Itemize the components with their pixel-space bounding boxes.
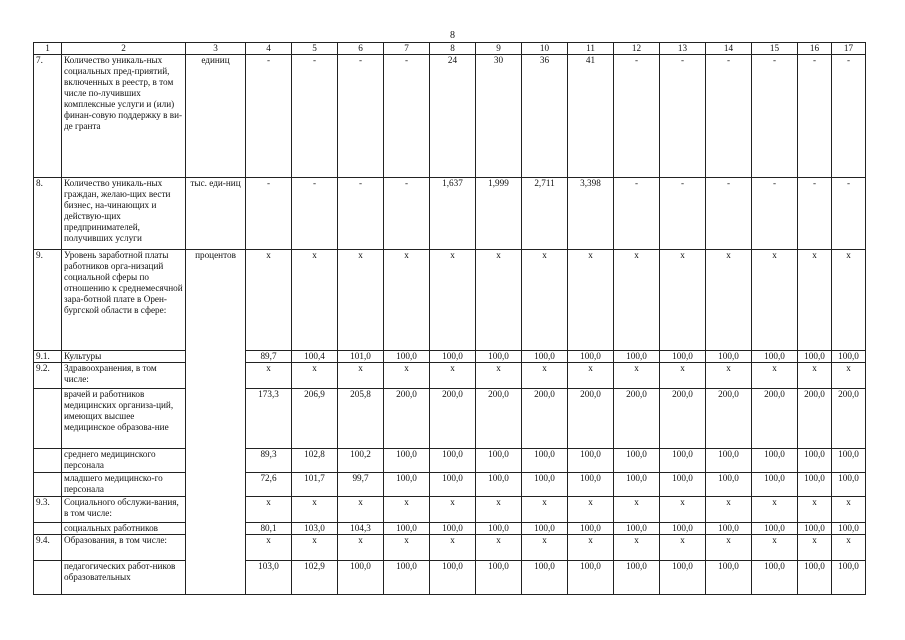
value-cell: x [246,497,292,523]
value-cell: 100,0 [568,561,614,595]
value-cell: 100,0 [430,523,476,535]
value-cell: x [660,250,706,351]
table-row [34,389,866,449]
value-cell: 100,0 [384,449,430,473]
table-row [34,561,866,595]
indicator-name: Образования, в том числе: [62,535,186,561]
unit-cell: единиц [186,55,246,178]
row-index: 9. [34,250,62,351]
value-cell: 89,7 [246,351,292,363]
value-cell: 200,0 [476,389,522,449]
row-index: 9.4. [34,535,62,561]
value-cell: x [832,535,866,561]
value-cell: x [752,497,798,523]
indicator-name: младшего медицинско-го персонала [62,473,186,497]
value-cell: 200,0 [706,389,752,449]
value-cell: 100,0 [476,351,522,363]
value-cell: 200,0 [384,389,430,449]
value-cell: - [614,178,660,250]
value-cell: 3,398 [568,178,614,250]
value-cell: - [706,178,752,250]
value-cell: x [338,497,384,523]
value-cell: x [292,250,338,351]
header-cell: 9 [476,43,522,55]
unit-cell: тыс. еди-ниц [186,178,246,250]
value-cell: 100,0 [706,523,752,535]
value-cell: 100,0 [430,473,476,497]
value-cell: 100,0 [706,351,752,363]
value-cell: 24 [430,55,476,178]
value-cell: - [752,178,798,250]
value-cell: x [832,497,866,523]
header-cell: 1 [34,43,62,55]
value-cell: - [832,55,866,178]
value-cell: x [246,535,292,561]
value-cell: 100,0 [522,473,568,497]
row-index [34,523,62,535]
value-cell: 200,0 [832,389,866,449]
value-cell: - [798,55,832,178]
header-cell: 5 [292,43,338,55]
value-cell: 100,0 [522,561,568,595]
header-cell: 6 [338,43,384,55]
value-cell: x [752,535,798,561]
value-cell: x [798,497,832,523]
value-cell: 100,0 [522,351,568,363]
value-cell: 200,0 [752,389,798,449]
value-cell: x [430,497,476,523]
value-cell: x [384,535,430,561]
value-cell: x [246,363,292,389]
header-cell: 3 [186,43,246,55]
value-cell: x [292,497,338,523]
indicator-name: Уровень заработной платы работников орга-низаций социальной сферы по отношению к среднемесячной зара-ботной плате в Орен-бургской области в сфере: [62,250,186,351]
value-cell: x [338,250,384,351]
header-cell: 8 [430,43,476,55]
indicator-name: Количество уникаль-ных социальных пред-приятий, включенных в реестр, в том числе по-лучивших комплексные услуги и (или) финан-совую поддержку в ви-де гранта [62,55,186,178]
table-row [34,178,866,250]
row-index: 9.1. [34,351,62,363]
value-cell: x [798,535,832,561]
header-cell: 17 [832,43,866,55]
table-row [34,523,866,535]
value-cell: 200,0 [568,389,614,449]
value-cell: 100,0 [660,523,706,535]
value-cell: x [752,363,798,389]
value-cell: 36 [522,55,568,178]
value-cell: 100,0 [798,523,832,535]
value-cell: 100,0 [338,561,384,595]
value-cell: x [246,250,292,351]
value-cell: - [246,178,292,250]
value-cell: x [568,497,614,523]
value-cell: x [798,363,832,389]
header-cell: 14 [706,43,752,55]
indicator-name: Социального обслужи-вания, в том числе: [62,497,186,523]
value-cell: 100,0 [752,561,798,595]
value-cell: 100,0 [430,449,476,473]
value-cell: 101,0 [338,351,384,363]
value-cell: 100,0 [522,449,568,473]
value-cell: 100,0 [706,449,752,473]
value-cell: - [292,178,338,250]
value-cell: - [798,178,832,250]
value-cell: x [430,535,476,561]
value-cell: 1,637 [430,178,476,250]
value-cell: 102,8 [292,449,338,473]
indicators-table [33,42,866,595]
value-cell: 200,0 [522,389,568,449]
value-cell: x [706,363,752,389]
value-cell: - [338,178,384,250]
value-cell: 100,0 [752,473,798,497]
value-cell: 100,0 [832,523,866,535]
value-cell: 100,0 [798,351,832,363]
header-row [34,43,866,55]
value-cell: 104,3 [338,523,384,535]
row-index [34,449,62,473]
value-cell: 100,0 [660,351,706,363]
value-cell: x [384,250,430,351]
value-cell: - [752,55,798,178]
row-index [34,561,62,595]
value-cell: 100,0 [798,473,832,497]
indicator-name: Количество уникаль-ных граждан, желаю-щих вести бизнес, на-чинающих и действую-щих предпринимателей, получивших услуги [62,178,186,250]
value-cell: x [614,535,660,561]
value-cell: x [568,363,614,389]
value-cell: 100,0 [832,473,866,497]
value-cell: 99,7 [338,473,384,497]
value-cell: 100,0 [430,351,476,363]
header-cell: 11 [568,43,614,55]
value-cell: 100,0 [430,561,476,595]
value-cell: 100,2 [338,449,384,473]
table-row [34,363,866,389]
value-cell: x [384,497,430,523]
value-cell: x [706,497,752,523]
value-cell: 101,7 [292,473,338,497]
header-cell: 15 [752,43,798,55]
value-cell: 100,0 [568,449,614,473]
value-cell: 200,0 [798,389,832,449]
value-cell: x [476,535,522,561]
value-cell: x [338,535,384,561]
value-cell: 100,0 [476,473,522,497]
value-cell: 30 [476,55,522,178]
row-index: 9.3. [34,497,62,523]
table-row [34,250,866,351]
value-cell: x [476,250,522,351]
value-cell: 100,0 [614,449,660,473]
value-cell: 100,0 [384,473,430,497]
value-cell: x [292,363,338,389]
value-cell: - [660,178,706,250]
value-cell: x [292,535,338,561]
value-cell: 72,6 [246,473,292,497]
row-index: 7. [34,55,62,178]
value-cell: - [384,55,430,178]
table-row [34,535,866,561]
value-cell: x [706,250,752,351]
value-cell: 41 [568,55,614,178]
value-cell: 2,711 [522,178,568,250]
value-cell: 100,0 [568,351,614,363]
value-cell: 100,0 [798,561,832,595]
value-cell: 100,0 [476,523,522,535]
indicator-name: среднего медицинского персонала [62,449,186,473]
header-cell: 2 [62,43,186,55]
indicator-name: социальных работников [62,523,186,535]
value-cell: - [384,178,430,250]
value-cell: x [476,497,522,523]
value-cell: x [430,250,476,351]
value-cell: 206,9 [292,389,338,449]
value-cell: 100,0 [752,523,798,535]
value-cell: 100,0 [660,561,706,595]
table-row [34,449,866,473]
value-cell: x [522,250,568,351]
value-cell: x [430,363,476,389]
value-cell: 103,0 [292,523,338,535]
value-cell: 100,4 [292,351,338,363]
value-cell: x [614,250,660,351]
value-cell: 205,8 [338,389,384,449]
header-cell: 7 [384,43,430,55]
value-cell: x [832,250,866,351]
value-cell: 100,0 [568,523,614,535]
value-cell: 100,0 [832,449,866,473]
header-cell: 10 [522,43,568,55]
value-cell: 103,0 [246,561,292,595]
value-cell: 100,0 [752,449,798,473]
table-row [34,473,866,497]
value-cell: - [338,55,384,178]
value-cell: x [522,363,568,389]
table-row [34,497,866,523]
value-cell: x [522,535,568,561]
value-cell: 100,0 [614,351,660,363]
value-cell: 173,3 [246,389,292,449]
value-cell: 102,9 [292,561,338,595]
indicator-name: Культуры [62,351,186,363]
value-cell: x [832,363,866,389]
header-cell: 13 [660,43,706,55]
indicator-name: Здравоохранения, в том числе: [62,363,186,389]
value-cell: 200,0 [614,389,660,449]
value-cell: x [476,363,522,389]
value-cell: 200,0 [660,389,706,449]
value-cell: x [384,363,430,389]
value-cell: x [614,497,660,523]
unit-cell: процентов [186,250,246,595]
value-cell: x [614,363,660,389]
value-cell: 100,0 [476,561,522,595]
indicator-name: врачей и работников медицинских организа-ций, имеющих высшее медицинское образова-ние [62,389,186,449]
header-cell: 4 [246,43,292,55]
value-cell: x [338,363,384,389]
value-cell: - [614,55,660,178]
value-cell: 200,0 [430,389,476,449]
value-cell: 80,1 [246,523,292,535]
value-cell: x [568,250,614,351]
row-index [34,389,62,449]
value-cell: 100,0 [384,351,430,363]
header-cell: 12 [614,43,660,55]
value-cell: x [660,497,706,523]
value-cell: 100,0 [832,351,866,363]
value-cell: 100,0 [660,473,706,497]
value-cell: 100,0 [832,561,866,595]
value-cell: x [568,535,614,561]
value-cell: - [660,55,706,178]
table-row [34,351,866,363]
row-index [34,473,62,497]
value-cell: 100,0 [752,351,798,363]
value-cell: 89,3 [246,449,292,473]
value-cell: 100,0 [384,523,430,535]
value-cell: x [706,535,752,561]
value-cell: 100,0 [706,473,752,497]
value-cell: - [292,55,338,178]
value-cell: 100,0 [476,449,522,473]
value-cell: x [798,250,832,351]
row-index: 8. [34,178,62,250]
value-cell: 100,0 [568,473,614,497]
value-cell: x [660,363,706,389]
value-cell: 100,0 [614,473,660,497]
value-cell: 1,999 [476,178,522,250]
indicator-name: педагогических работ-ников образовательных [62,561,186,595]
value-cell: 100,0 [522,523,568,535]
value-cell: 100,0 [798,449,832,473]
value-cell: - [706,55,752,178]
table-row [34,55,866,178]
value-cell: - [246,55,292,178]
page-number: 8 [450,30,455,41]
value-cell: 100,0 [614,561,660,595]
value-cell: x [752,250,798,351]
header-cell: 16 [798,43,832,55]
value-cell: 100,0 [614,523,660,535]
value-cell: x [660,535,706,561]
value-cell: 100,0 [660,449,706,473]
value-cell: - [832,178,866,250]
value-cell: x [522,497,568,523]
row-index: 9.2. [34,363,62,389]
value-cell: 100,0 [384,561,430,595]
value-cell: 100,0 [706,561,752,595]
